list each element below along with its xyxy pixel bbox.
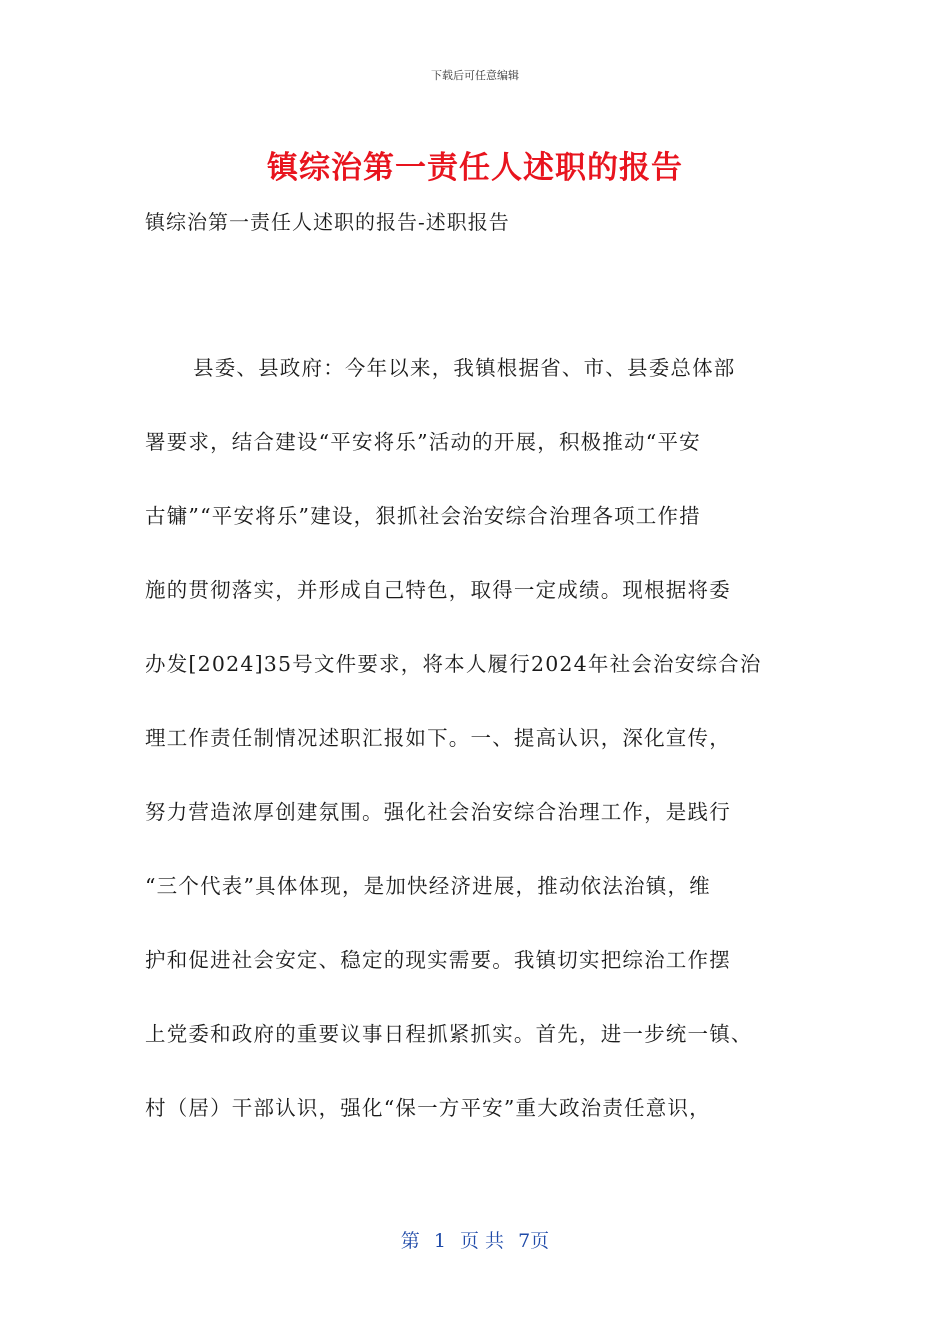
footer-middle: 页 共 (460, 1230, 505, 1252)
body-line: 护和促进社会安定、稳定的现实需要。我镇切实把综治工作摆 (145, 948, 731, 972)
body-line: 努力营造浓厚创建氛围。强化社会治安综合治理工作，是践行 (145, 800, 731, 824)
body-line: 施的贯彻落实，并形成自己特色，取得一定成绩。现根据将委 (145, 578, 731, 602)
document-title: 镇综治第一责任人述职的报告 (267, 150, 683, 186)
body-line: 署要求，结合建设“平安将乐”活动的开展，积极推动“平安 (145, 430, 701, 454)
page-footer (0, 1226, 950, 1253)
footer-current-page: 1 (433, 1230, 446, 1252)
header-note: 下载后可任意编辑 (431, 69, 519, 82)
body-line: 县委、县政府：今年以来，我镇根据省、市、县委总体部 (193, 356, 736, 380)
body-line: “三个代表”具体体现，是加快经济进展，推动依法治镇，维 (145, 874, 711, 898)
body-line: 理工作责任制情况述职汇报如下。一、提高认识，深化宣传， (145, 726, 731, 750)
body-line: 上党委和政府的重要议事日程抓紧抓实。首先，进一步统一镇、 (145, 1022, 753, 1046)
footer-prefix: 第 (400, 1230, 420, 1252)
body-line: 村（居）干部认识，强化“保一方平安”重大政治责任意识， (145, 1096, 711, 1120)
body-line: 办发[2024]35号文件要求，将本人履行2024年社会治安综合治 (145, 652, 762, 676)
document-body (145, 348, 813, 1162)
footer-total-pages: 7页 (518, 1230, 550, 1252)
document-subtitle: 镇综治第一责任人述职的报告-述职报告 (145, 210, 510, 234)
body-line: 古镛”“平安将乐”建设，狠抓社会治安综合治理各项工作措 (145, 504, 701, 528)
